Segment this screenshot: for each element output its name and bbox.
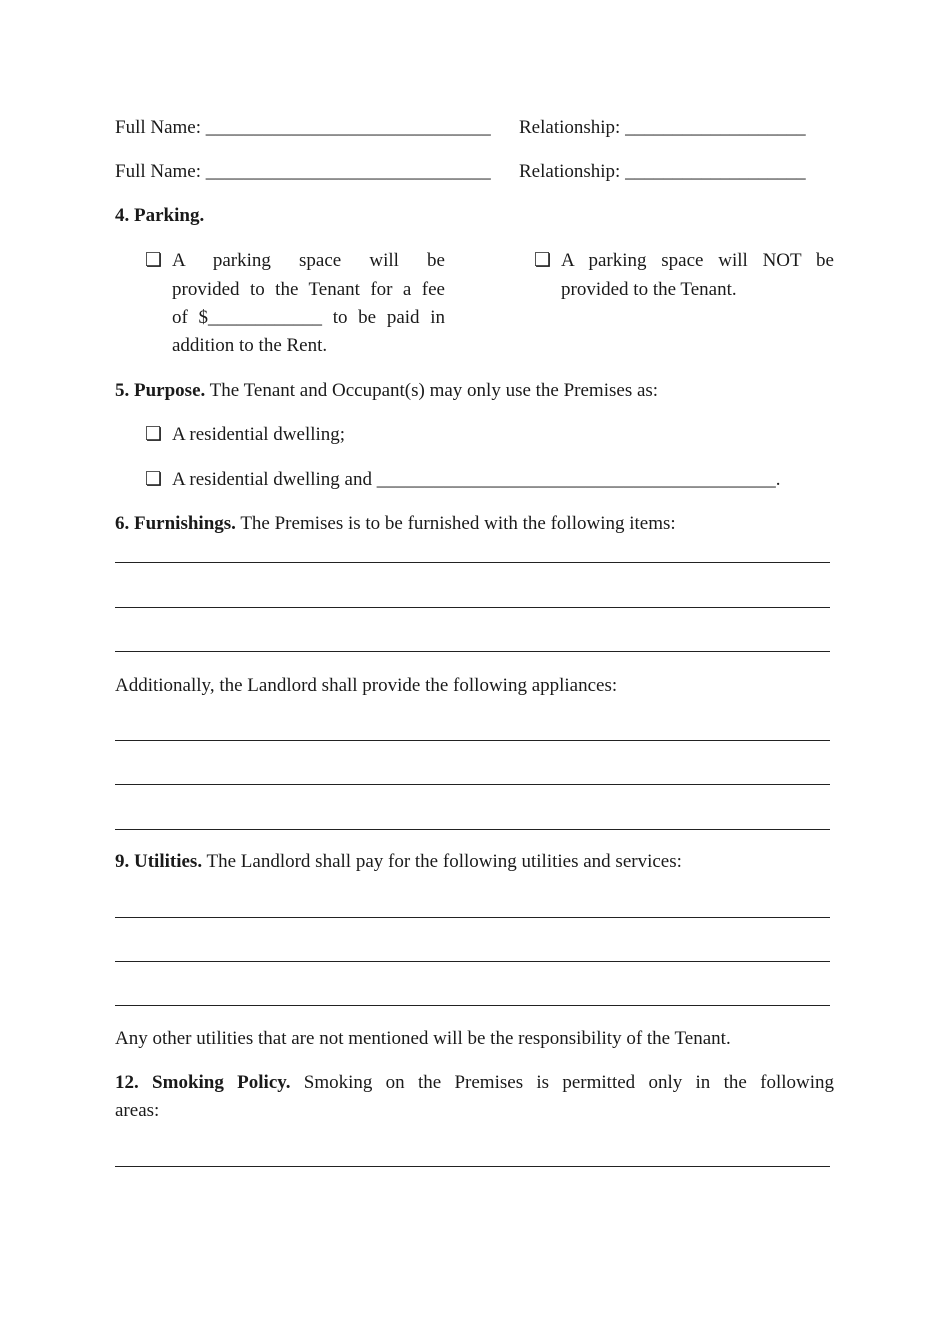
full-name-blank[interactable]: ______________________________: [205, 161, 491, 182]
smoking-heading: 12. Smoking Policy.: [115, 1072, 291, 1093]
relationship-row-2: [519, 160, 806, 184]
purpose-option-2: A residential dwelling and __________________________________________.: [172, 469, 781, 490]
relationship-label: Relationship:: [519, 161, 621, 182]
parking-heading: 4. Parking.: [115, 205, 205, 226]
appliances-blank-line[interactable]: [115, 829, 830, 830]
appliances-text: Additionally, the Landlord shall provide the following appliances:: [115, 675, 618, 696]
checkbox-icon[interactable]: ❏: [534, 250, 552, 271]
furnishings-paragraph: [115, 512, 676, 536]
furnishings-blank-line[interactable]: [115, 607, 830, 608]
purpose-text: The Tenant and Occupant(s) may only use the Premises as:: [209, 380, 659, 401]
purpose-paragraph: [115, 379, 658, 403]
smoking-text: Smoking on the Premises is permitted only in the following: [303, 1072, 834, 1093]
appliances-blank-line[interactable]: [115, 784, 830, 785]
utilities-blank-line[interactable]: [115, 917, 830, 918]
appliances-blank-line[interactable]: [115, 740, 830, 741]
checkbox-icon[interactable]: ❏: [145, 250, 163, 271]
checkbox-icon[interactable]: ❏: [145, 424, 163, 445]
purpose-heading: 5. Purpose.: [115, 380, 206, 401]
checkbox-icon[interactable]: ❏: [145, 469, 163, 490]
smoking-line-1: [115, 1071, 834, 1095]
furnishings-heading: 6. Furnishings.: [115, 513, 236, 534]
utilities-note: Any other utilities that are not mentioned will be the responsibility of the Tenant.: [115, 1028, 731, 1049]
relationship-blank[interactable]: ___________________: [625, 161, 806, 182]
furnishings-text: The Premises is to be furnished with the following items:: [240, 513, 676, 534]
smoking-line-2: areas:: [115, 1100, 160, 1121]
smoking-blank-line[interactable]: [115, 1166, 830, 1167]
utilities-paragraph: [115, 850, 682, 874]
occupant-row-1: [115, 116, 491, 140]
parking-yes-line-2: provided to the Tenant for a fee: [172, 279, 445, 300]
full-name-label: Full Name:: [115, 161, 202, 182]
full-name-blank[interactable]: ______________________________: [205, 117, 491, 138]
full-name-label: Full Name:: [115, 117, 202, 138]
furnishings-blank-line[interactable]: [115, 562, 830, 563]
relationship-label: Relationship:: [519, 117, 621, 138]
relationship-row-1: [519, 116, 806, 140]
occupant-row-2: [115, 160, 491, 184]
parking-no-line-2: provided to the Tenant.: [561, 279, 737, 300]
furnishings-blank-line[interactable]: [115, 651, 830, 652]
purpose-option-1: A residential dwelling;: [172, 424, 346, 445]
relationship-blank[interactable]: ___________________: [625, 117, 806, 138]
utilities-heading: 9. Utilities.: [115, 851, 203, 872]
parking-yes-line-3: of $____________ to be paid in: [172, 307, 445, 328]
parking-yes-line-1: A parking space will be: [172, 250, 445, 271]
utilities-blank-line[interactable]: [115, 961, 830, 962]
parking-no-line-1: A parking space will NOT be: [561, 250, 834, 271]
utilities-text: The Landlord shall pay for the following utilities and services:: [206, 851, 682, 872]
utilities-blank-line[interactable]: [115, 1005, 830, 1006]
parking-yes-line-4: addition to the Rent.: [172, 335, 328, 356]
